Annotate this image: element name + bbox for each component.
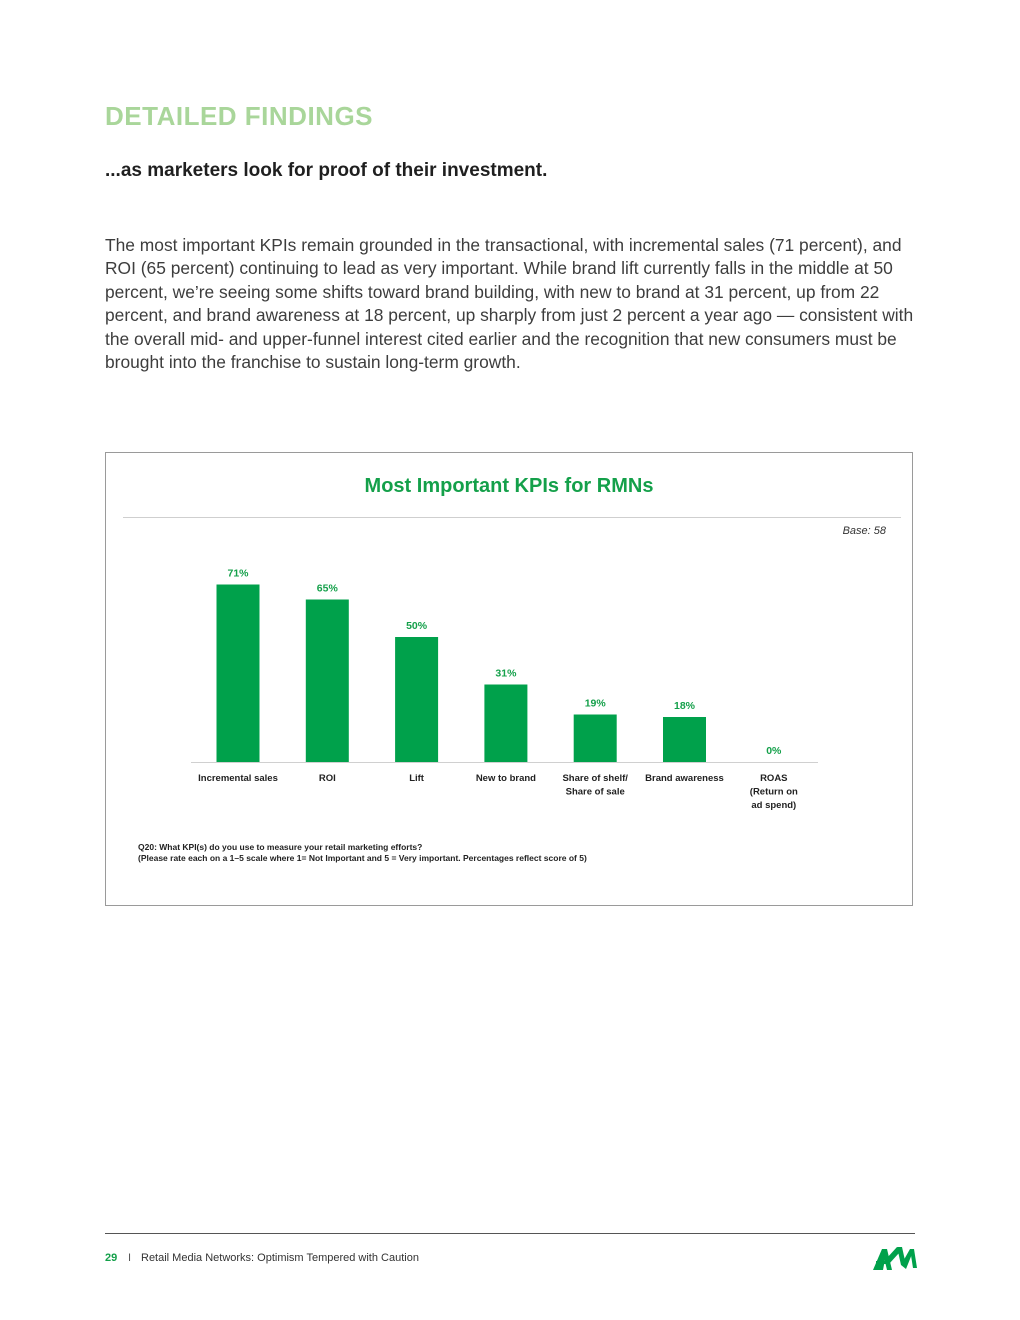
value-label-2: 50% xyxy=(406,620,428,632)
category-label-1 xyxy=(319,773,336,784)
value-label-4: 19% xyxy=(584,697,606,710)
chart-panel xyxy=(105,452,913,906)
chart-note-line-2: (Please rate each on a 1–5 scale where 1= Not Important and 5 = Very important. Percentages reflect score of 5) xyxy=(138,853,587,863)
ana-logo xyxy=(873,1245,917,1271)
chart-question-note xyxy=(138,842,587,864)
category-label-1-line-0: ROI xyxy=(318,773,336,784)
footer-divider xyxy=(105,1233,915,1234)
page-number: 29 xyxy=(105,1252,118,1264)
category-label-6-line-1: (Return on xyxy=(749,786,798,798)
category-label-4-line-0: Share of shelf/ xyxy=(562,773,628,784)
category-label-4 xyxy=(562,773,628,798)
section-title: DETAILED FINDINGS xyxy=(105,101,374,131)
value-label-6: 0% xyxy=(766,745,782,757)
category-label-6-line-2: ad spend) xyxy=(751,800,797,811)
category-label-3-line-0: New to brand xyxy=(475,773,536,784)
bar-0 xyxy=(217,585,260,763)
bar-chart xyxy=(106,453,912,905)
category-label-4-line-1: Share of sale xyxy=(565,786,625,798)
category-label-6-line-0: ROAS xyxy=(760,773,788,784)
category-label-3 xyxy=(476,773,536,784)
bar-2 xyxy=(395,637,438,762)
value-label-1: 65% xyxy=(316,582,338,595)
category-label-2 xyxy=(409,773,425,784)
bar-1 xyxy=(306,600,349,763)
category-label-5-line-0: Brand awareness xyxy=(645,773,724,784)
footer-doc-title: Retail Media Networks: Optimism Tempered with Caution xyxy=(141,1252,419,1264)
chart-title: Most Important KPIs for RMNs xyxy=(364,475,654,497)
category-label-6 xyxy=(750,773,798,811)
category-label-5 xyxy=(645,773,724,784)
chart-note-line-1: Q20: What KPI(s) do you use to measure your retail marketing efforts? xyxy=(138,842,423,852)
category-label-2-line-0: Lift xyxy=(409,773,424,784)
footer-separator: I xyxy=(128,1252,132,1264)
category-label-0 xyxy=(198,773,278,784)
body-paragraph: The most important KPIs remain grounded in the transactional, with incremental sales (71 percent), and ROI (65 percent) continuing to lead as very important. While brand lift currently falls in the middle at 50 percent, we’re seeing some shifts toward brand building, with new to brand at 31 percent, up from 22 percent, and brand awareness at 18 percent, up sharply from just 2 percent a year ago — consistent with the overall mid- and upper-funnel interest cited earlier and the recognition that new consumers must be brought into the franchise to sustain long-term growth. xyxy=(105,235,914,373)
subheading: ...as marketers look for proof of their investment. xyxy=(105,160,548,181)
bar-3 xyxy=(484,685,527,763)
category-label-0-line-0: Incremental sales xyxy=(198,773,278,784)
value-label-3: 31% xyxy=(495,667,517,680)
value-label-0: 71% xyxy=(227,567,249,580)
bar-5 xyxy=(663,717,706,762)
bar-4 xyxy=(574,715,617,763)
chart-base-label: Base: 58 xyxy=(842,525,886,537)
value-label-5: 18% xyxy=(673,700,696,712)
